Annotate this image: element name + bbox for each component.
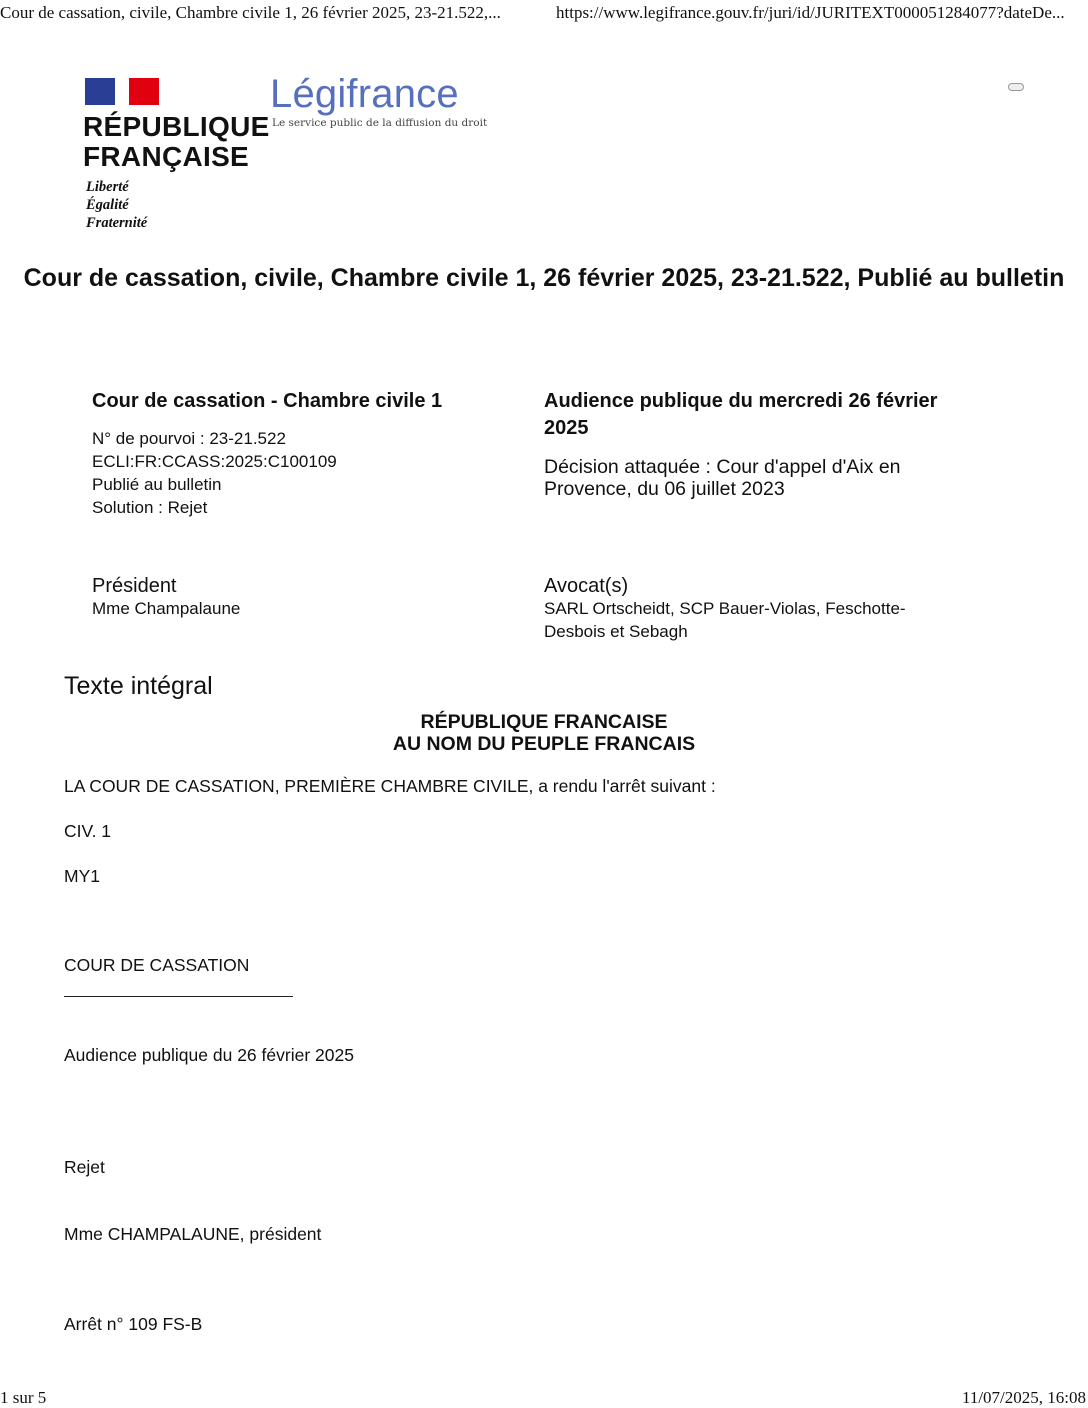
decision-attaquee: Décision attaquée : Cour d'appel d'Aix en Provence, du 06 juillet 2023 xyxy=(544,456,901,500)
marianne-flag-logo xyxy=(85,78,159,105)
court-heading: Cour de cassation - Chambre civile 1 xyxy=(92,390,443,412)
republique-francaise-logo xyxy=(83,112,270,172)
president-block xyxy=(92,575,240,620)
print-header-url: https://www.legifrance.gouv.fr/juri/id/JURITEXT000051284077?dateDe... xyxy=(556,3,1065,22)
republique-line: RÉPUBLIQUE xyxy=(83,111,270,142)
intro-line: LA COUR DE CASSATION, PREMIÈRE CHAMBRE CIVILE, a rendu l'arrêt suivant : xyxy=(64,776,716,796)
flag-blue-band xyxy=(85,78,115,105)
court-name: COUR DE CASSATION xyxy=(64,955,250,975)
publication-status: Publié au bulletin xyxy=(92,475,222,494)
avocats-block xyxy=(544,575,964,643)
print-datetime: 11/07/2025, 16:08 xyxy=(961,1388,1086,1407)
page-counter: 1 sur 5 xyxy=(0,1388,47,1407)
ecli-identifier: ECLI:FR:CCASS:2025:C100109 xyxy=(92,452,337,471)
motto-fraternite: Fraternité xyxy=(86,215,148,231)
president-line: Mme CHAMPALAUNE, président xyxy=(64,1224,322,1244)
page-title: Cour de cassation, civile, Chambre civile 1, 26 février 2025, 23-21.522, Publié au bulletin xyxy=(23,264,1065,292)
solution: Solution : Rejet xyxy=(92,498,208,517)
francaise-line: FRANÇAISE xyxy=(83,141,250,172)
peuple-line: AU NOM DU PEUPLE FRANCAIS xyxy=(392,733,696,755)
legifrance-tagline: Le service public de la diffusion du droit xyxy=(272,117,488,129)
audience-heading: Audience publique du mercredi 26 février 2025 xyxy=(544,390,938,439)
republic-heading xyxy=(0,711,1088,755)
marianne-profile-icon xyxy=(115,78,129,105)
republic-line: RÉPUBLIQUE FRANCAISE xyxy=(420,711,668,733)
decision-metadata-right xyxy=(544,388,984,500)
arret-number: Arrêt n° 109 FS-B xyxy=(64,1314,203,1334)
texte-integral-heading: Texte intégral xyxy=(64,672,213,700)
avocats-label: Avocat(s) xyxy=(544,575,629,597)
president-label: Président xyxy=(92,575,177,597)
separator-rule xyxy=(64,996,293,997)
reference-code: MY1 xyxy=(64,866,100,886)
legifrance-logo[interactable]: Légifrance xyxy=(270,72,459,116)
pourvoi-number: N° de pourvoi : 23-21.522 xyxy=(92,429,286,448)
flag-red-band xyxy=(129,78,159,105)
president-value: Mme Champalaune xyxy=(92,599,241,618)
motto xyxy=(86,178,147,232)
motto-egalite: Égalité xyxy=(86,197,129,213)
chamber-code: CIV. 1 xyxy=(64,821,112,841)
print-header-title: Cour de cassation, civile, Chambre civile 1, 26 février 2025, 23-21.522,... xyxy=(0,3,501,22)
motto-liberte: Liberté xyxy=(86,179,129,195)
menu-toggle-button[interactable] xyxy=(1008,83,1024,91)
audience-date: Audience publique du 26 février 2025 xyxy=(64,1045,354,1065)
rejet-line: Rejet xyxy=(64,1157,105,1177)
avocats-value: SARL Ortscheidt, SCP Bauer-Violas, Feschotte-Desbois et Sebagh xyxy=(544,599,906,641)
decision-metadata-left xyxy=(92,388,512,519)
